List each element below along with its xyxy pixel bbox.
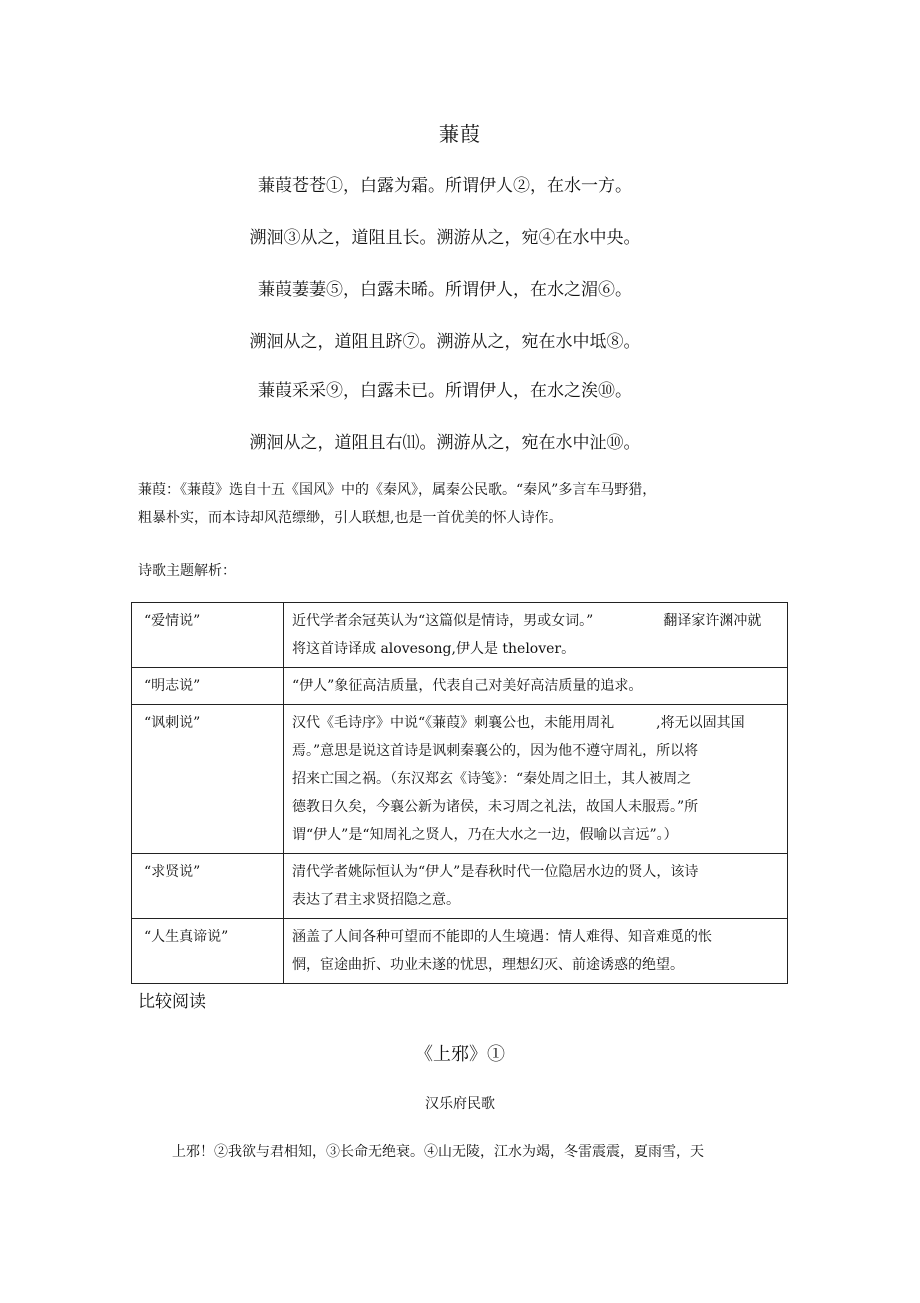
poem-line-5: 蒹葭采采⑨，白露未已。所谓伊人，在水之涘⑩。 [258,381,632,401]
theme-description-line: 惘，宦途曲折、功业未遂的忧思，理想幻灭、前途诱惑的绝望。 [292,957,684,973]
theme-description-line: 表达了君主求贤招隐之意。 [292,892,460,908]
table-row [132,705,788,854]
table-row [132,854,788,919]
theme-name: “人生真谛说” [132,919,284,984]
theme-description-line: 德教日久矣，今襄公新为诸侯，未习周之礼法，故国人未服焉。”所 [292,799,699,815]
theme-description-line: “伊人”象征高洁质量，代表自己对美好高洁质量的追求。 [292,678,643,694]
theme-description-line: 谓“伊人”是“知周礼之贤人，乃在大水之一边，假喻以言远”。） [292,827,678,843]
theme-description [284,919,788,984]
theme-description-line: 将这首诗译成 alovesong,伊人是 thelover。 [292,641,576,657]
theme-description-line: 涵盖了人间各种可望而不能即的人生境遇：情人难得、知音难觅的怅 [292,929,712,945]
theme-description [284,705,788,854]
theme-name: “爱情说” [132,603,284,668]
compare-reading-heading: 比较阅读 [138,992,206,1012]
theme-description-line: 招来亡国之祸。（东汉郑玄《诗笺》：“秦处周之旧土，其人被周之 [292,771,692,787]
poem-line-6: 溯洄从之，道阻且右⑾。溯游从之，宛在水中沚⑩。 [249,433,641,453]
shangxie-author: 汉乐府民歌 [425,1096,495,1112]
poem-note [138,476,798,532]
shangxie-title: 《上邪》① [415,1044,505,1065]
theme-description [284,854,788,919]
table-row [132,668,788,705]
theme-name: “求贤说” [132,854,284,919]
poem-line-4: 溯洄从之，道阻且跻⑦。溯游从之，宛在水中坻⑧。 [249,332,641,352]
theme-name: “讽刺说” [132,705,284,854]
shangxie-text: 上邪！②我欲与君相知，③长命无绝衰。④山无陵，江水为竭，冬雷震震，夏雨雪，天 [172,1144,704,1160]
theme-name: “明志说” [132,668,284,705]
table-row [132,603,788,668]
theme-description [284,668,788,705]
theme-description-line: 焉。”意思是说这首诗是讽刺秦襄公的，因为他不遵守周礼，所以将 [292,743,699,759]
poem-line-1: 蒹葭苍苍①，白露为霜。所谓伊人②，在水一方。 [258,176,632,196]
poem-note-line: 蒹葭：《蒹葭》选自十五《国风》中的《秦风》，属秦公民歌。“秦风”多言车马野猎， [138,482,657,498]
table-row [132,919,788,984]
theme-description-line: 近代学者余冠英认为“这篇似是情诗，男或女词。” 翻译家许渊冲就 [292,613,762,629]
poem-note-line: 粗暴朴实，而本诗却风范缥缈，引人联想,也是一首优美的怀人诗作。 [138,510,563,526]
theme-description [284,603,788,668]
theme-section-label: 诗歌主题解析： [138,563,236,579]
theme-table [131,602,788,984]
theme-description-line: 汉代《毛诗序》中说“《蒹葭》刺襄公也，未能用周礼 ,将无以固其国 [292,715,745,731]
poem-line-3: 蒹葭萋萋⑤，白露未晞。所谓伊人，在水之湄⑥。 [258,280,632,300]
poem-title: 蒹葭 [439,122,481,146]
poem-line-2: 溯洄③从之，道阻且长。溯游从之，宛④在水中央。 [249,228,641,248]
theme-description-line: 清代学者姚际恒认为“伊人”是春秋时代一位隐居水边的贤人，该诗 [292,864,699,880]
